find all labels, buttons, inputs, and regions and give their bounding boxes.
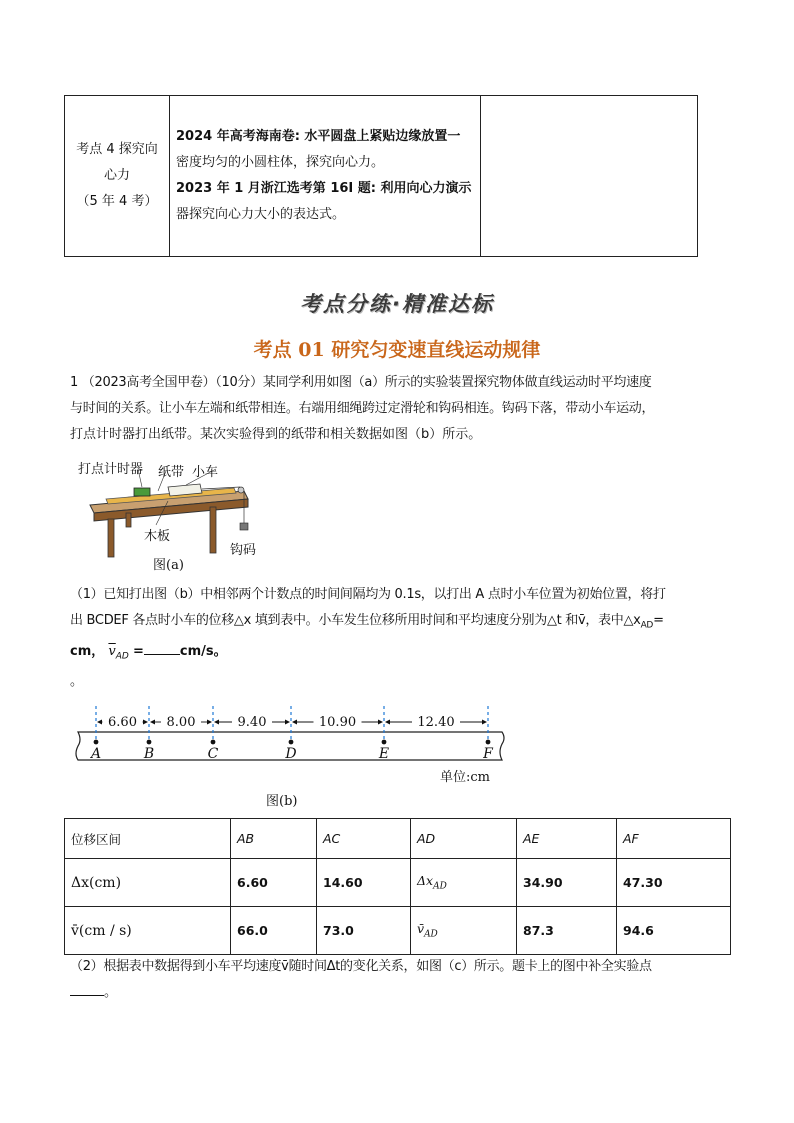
tape-dot — [94, 740, 99, 745]
table-cell: 66.0 — [231, 907, 317, 955]
table-cell: 34.90 — [517, 859, 617, 907]
part1-line: 出 BCDEF 各点时小车的位移△x 填到表中。小车发生位移所用时间和平均速度分别为△t 和v̄，表中$\triangle x_{AD}=$ — [70, 613, 664, 631]
table-row — [65, 859, 731, 907]
part1-text — [70, 582, 730, 695]
table-cell: 6.60 — [231, 859, 317, 907]
practice-banner: 考点分练·精准达标 — [300, 292, 494, 316]
arrow-head — [385, 720, 390, 725]
segment-length-label: 6.60 — [108, 715, 137, 730]
topic-line: 考点 4 探究向 — [76, 142, 158, 157]
arrow-head — [292, 720, 297, 725]
table-cell: 47.30 — [617, 859, 731, 907]
topic-cell — [65, 96, 170, 257]
section-title: 考点 01 研究匀变速直线运动规律 — [253, 339, 541, 361]
tape-dot — [382, 740, 387, 745]
description-cell — [170, 96, 481, 257]
tape-unit: 单位:cm — [440, 770, 490, 785]
table-cell: 73.0 — [317, 907, 411, 955]
figure-b-caption: 图(b) — [266, 794, 298, 809]
summary-table — [64, 95, 698, 257]
tape-dot — [211, 740, 216, 745]
arrow-head — [378, 720, 383, 725]
header-cell: AB — [231, 819, 317, 859]
point-label: B — [143, 746, 155, 762]
question-intro — [70, 370, 730, 448]
arrow-head — [143, 720, 148, 725]
label-tape: 纸带 — [158, 465, 185, 480]
table-cell: 87.3 — [517, 907, 617, 955]
arrow-head — [285, 720, 290, 725]
label-board: 木板 — [144, 529, 171, 544]
part1-line: cm， $\overline{v}_{AD} = cm/s$。 — [70, 643, 227, 662]
part2-line: （2）根据表中数据得到小车平均速度v̄随时间Δt的变化关系，如图（c）所示。题卡上的图中补全实验点 — [70, 959, 652, 974]
label-timer: 打点计时器 — [78, 462, 144, 477]
table-cell: 14.60 — [317, 859, 411, 907]
arrow-head — [482, 720, 487, 725]
point-label: D — [285, 746, 297, 762]
stray-mark: 。 — [70, 674, 84, 690]
table-row — [65, 907, 731, 955]
point-label: E — [378, 746, 390, 762]
header-cell: 位移区间 — [65, 819, 231, 859]
data-table — [64, 818, 731, 955]
tape-dot — [486, 740, 491, 745]
segment-length-label: 12.40 — [417, 715, 455, 730]
header-cell: AC — [317, 819, 411, 859]
segment-length-label: 8.00 — [166, 715, 196, 730]
empty-cell — [481, 96, 698, 257]
part2-text — [70, 954, 730, 1006]
desc-line: 2024 年高考海南卷: 水平圆盘上紧贴边缘放置一 — [176, 129, 461, 144]
segment-length-label: 9.40 — [237, 715, 267, 730]
segment-length-label: 10.90 — [318, 715, 357, 730]
point-label: C — [207, 746, 219, 762]
figure-b-tape — [70, 702, 510, 772]
answer-blank[interactable] — [70, 995, 104, 996]
header-cell: AF — [617, 819, 731, 859]
label-hook-weight: 钩码 — [230, 543, 257, 558]
part1-line: （1）已知打出图（b）中相邻两个计数点的时间间隔均为 0.1s，以打出 A 点时小车位置为初始位置，将打 — [70, 587, 666, 602]
header-cell: AD — [411, 819, 517, 859]
header-cell: AE — [517, 819, 617, 859]
arrow-head — [97, 720, 102, 725]
intro-line: 与时间的关系。让小车左端和纸带相连。右端用细绳跨过定滑轮和钩码相连。钩码下落，带动小车运动， — [70, 401, 655, 416]
row-label: Δx(cm) — [65, 859, 231, 907]
point-label: A — [90, 746, 102, 762]
table-cell: 94.6 — [617, 907, 731, 955]
desc-line: 2023 年 1 月浙江选考第 16I 题: 利用向心力演示 — [176, 181, 472, 196]
intro-line: 打点计时器打出纸带。某次实验得到的纸带和相关数据如图（b）所示。 — [70, 427, 482, 442]
arrow-head — [207, 720, 212, 725]
desc-line: 密度均匀的小圆柱体，探究向心力。 — [176, 155, 385, 170]
arrow-head — [214, 720, 219, 725]
intro-line: 1 （2023高考全国甲卷）（10分）某同学利用如图（a）所示的实验装置探究物体做直线运动时平均速度 — [70, 375, 652, 390]
part2-line: 。 — [70, 980, 730, 1006]
arrow-head — [150, 720, 155, 725]
answer-blank[interactable] — [144, 654, 180, 655]
label-cart: 小车 — [192, 465, 219, 480]
row-label: v̄(cm / s) — [65, 907, 231, 955]
table-cell-answer: $v̄_{AD}$ — [411, 907, 517, 955]
tape-dot — [147, 740, 152, 745]
topic-line: 心力 — [103, 168, 130, 183]
figure-a-caption: 图(a) — [153, 558, 184, 573]
desc-line: 器探究向心力大小的表达式。 — [176, 207, 346, 222]
table-cell-answer: $\Delta x_{AD}$ — [411, 859, 517, 907]
table-header-row — [65, 819, 731, 859]
topic-count: （5 年 4 考） — [76, 194, 158, 209]
tape-dot — [289, 740, 294, 745]
point-label: F — [483, 746, 493, 762]
